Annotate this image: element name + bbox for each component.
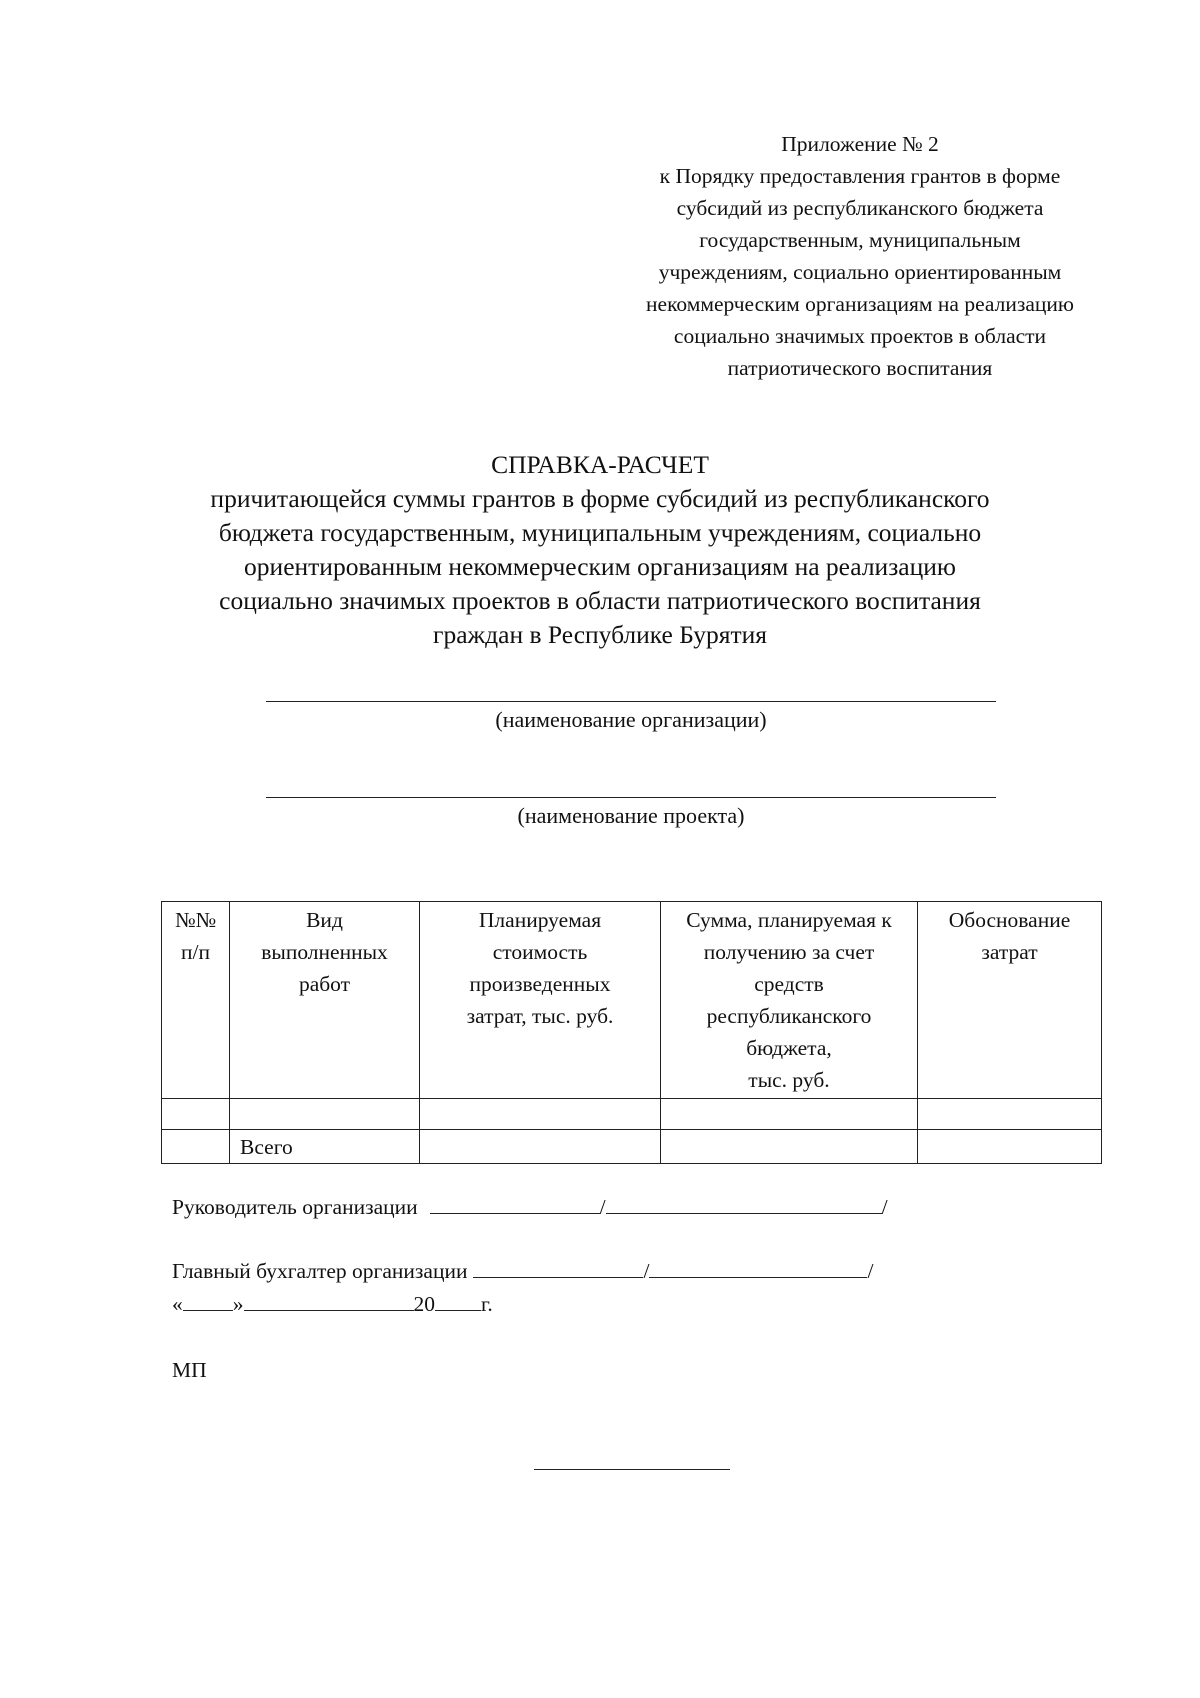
appendix-line: государственным, муниципальным — [699, 228, 1021, 252]
table-row — [162, 1099, 1102, 1130]
signature-slash: / — [881, 1195, 888, 1219]
title-line: причитающейся суммы грантов в форме субсидий из республиканского — [210, 484, 990, 513]
table-cell[interactable] — [230, 1099, 420, 1130]
header-planned-cost: Планируемая стоимость произведенных затрат, тыс. руб. — [420, 902, 661, 1099]
date-year-prefix: 20 — [413, 1292, 435, 1316]
date-open-quote: « — [172, 1292, 183, 1316]
head-name-field[interactable] — [606, 1193, 882, 1214]
organization-name-line[interactable] — [266, 701, 996, 702]
header-justification: Обоснование затрат — [918, 902, 1102, 1099]
head-signature-label: Руководитель организации — [172, 1195, 418, 1219]
title-line: социально значимых проектов в области патриотического воспитания — [219, 586, 981, 615]
accountant-signature-field[interactable] — [473, 1257, 643, 1278]
header-work-type: Вид выполненных работ — [230, 902, 420, 1099]
date-year-suffix: г. — [481, 1292, 493, 1316]
signature-slash: / — [643, 1259, 650, 1283]
appendix-line: Приложение № 2 — [781, 132, 939, 156]
date-day-field[interactable] — [183, 1290, 233, 1311]
title-line: граждан в Республике Бурятия — [433, 620, 767, 649]
accountant-name-field[interactable] — [649, 1257, 867, 1278]
appendix-line: субсидий из республиканского бюджета — [676, 196, 1044, 220]
total-label-cell: Всего — [230, 1130, 420, 1164]
appendix-line: некоммерческим организациям на реализацию — [646, 292, 1074, 316]
head-signature-row — [172, 1192, 888, 1222]
accountant-signature-label: Главный бухгалтер организации — [172, 1259, 468, 1283]
date-close-quote: » — [232, 1292, 244, 1316]
header-number: №№ п/п — [162, 902, 230, 1099]
project-name-line[interactable] — [266, 797, 996, 798]
date-row — [172, 1289, 493, 1319]
header-budget-amount: Сумма, планируемая к получению за счет средств республиканского бюджета, тыс. руб. — [661, 902, 918, 1099]
signature-slash: / — [599, 1195, 606, 1219]
appendix-note — [620, 128, 1100, 384]
stamp-placeholder: МП — [172, 1358, 207, 1382]
date-month-field[interactable] — [244, 1290, 414, 1311]
table-total-row — [162, 1130, 1102, 1164]
appendix-line: патриотического воспитания — [727, 356, 993, 380]
organization-caption: (наименование организации) — [495, 707, 767, 732]
costs-table — [161, 901, 1102, 1164]
accountant-signature-row — [172, 1256, 873, 1286]
table-header-row — [162, 902, 1102, 1099]
table-cell[interactable] — [661, 1099, 918, 1130]
end-divider — [534, 1469, 730, 1470]
table-cell[interactable] — [918, 1130, 1102, 1164]
appendix-line: к Порядку предоставления грантов в форме — [659, 164, 1061, 188]
title-line: ориентированным некоммерческим организациям на реализацию — [244, 552, 956, 581]
date-year-field[interactable] — [435, 1290, 481, 1311]
appendix-line: учреждениям, социально ориентированным — [658, 260, 1062, 284]
table-cell[interactable] — [918, 1099, 1102, 1130]
document-heading: СПРАВКА-РАСЧЕТ — [491, 450, 709, 479]
table-cell[interactable] — [162, 1099, 230, 1130]
title-line: бюджета государственным, муниципальным учреждениям, социально — [218, 518, 982, 547]
appendix-line: социально значимых проектов в области — [673, 324, 1047, 348]
table-cell[interactable] — [661, 1130, 918, 1164]
table-cell[interactable] — [420, 1130, 661, 1164]
project-caption: (наименование проекта) — [517, 803, 745, 828]
head-signature-field[interactable] — [430, 1193, 600, 1214]
document-title — [130, 448, 1070, 652]
signature-slash: / — [867, 1259, 874, 1283]
table-cell[interactable] — [162, 1130, 230, 1164]
table-cell[interactable] — [420, 1099, 661, 1130]
